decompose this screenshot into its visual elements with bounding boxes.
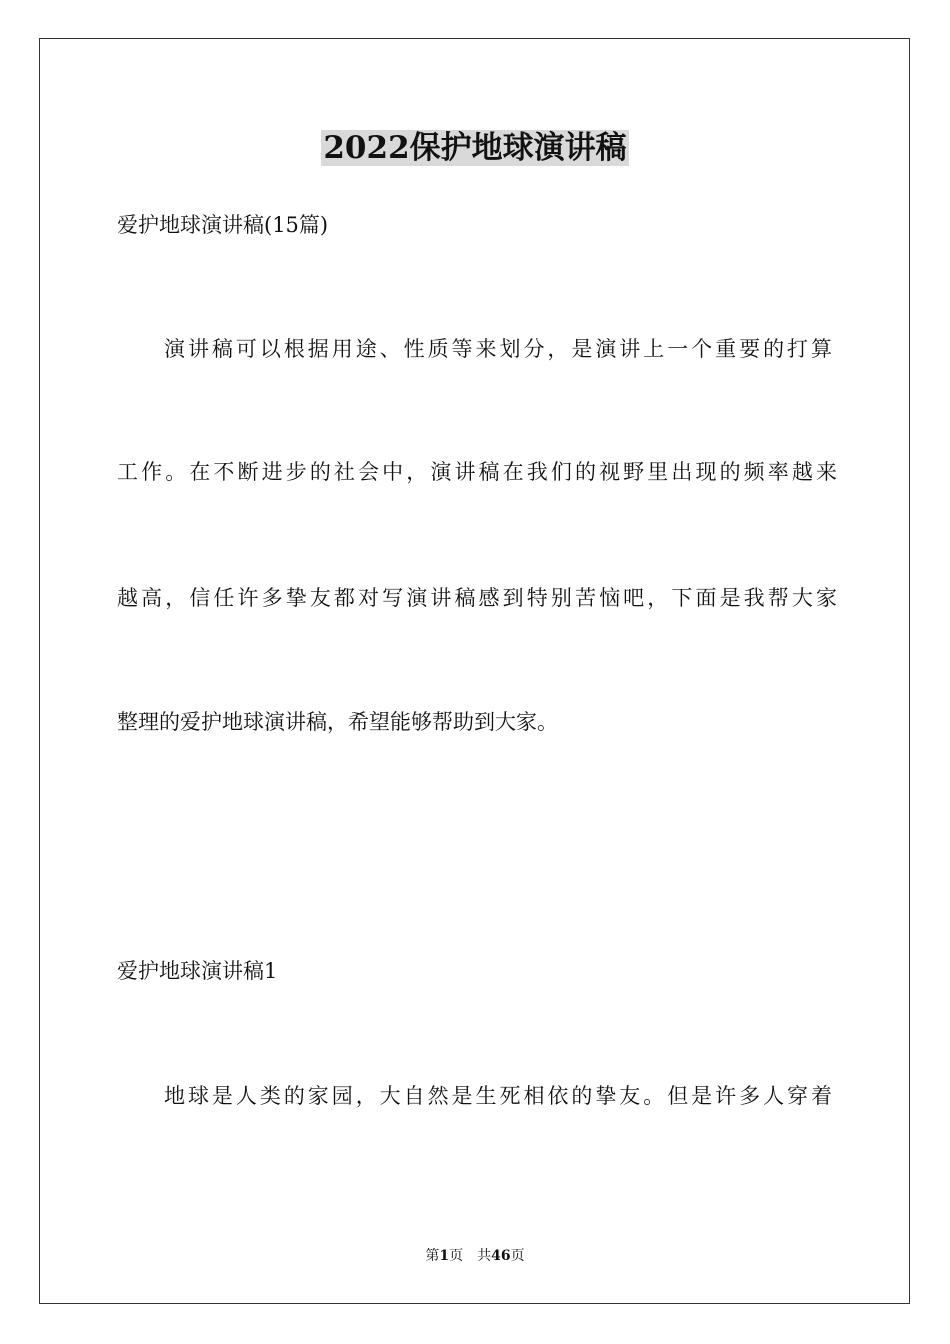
section-line: 地球是人类的家园，大自然是生死相依的挚友。但是许多人穿着 bbox=[164, 1084, 832, 1108]
footer-page-prefix: 第 bbox=[425, 1248, 440, 1264]
intro-line: 整理的爱护地球演讲稿，希望能够帮助到大家。 bbox=[117, 710, 558, 734]
document-subtitle: 爱护地球演讲稿(15篇) bbox=[117, 213, 329, 237]
document-title-text: 2022保护地球演讲稿 bbox=[323, 130, 627, 166]
intro-line: 工作。在不断进步的社会中，演讲稿在我们的视野里出现的频率越来 bbox=[117, 460, 837, 484]
intro-line: 越高，信任许多挚友都对写演讲稿感到特别苦恼吧，下面是我帮大家 bbox=[117, 586, 837, 610]
footer-total-prefix: 共 bbox=[477, 1248, 492, 1264]
page-footer bbox=[0, 1246, 950, 1266]
footer-total-suffix: 页 bbox=[510, 1248, 525, 1264]
footer-total-pages: 46 bbox=[491, 1248, 511, 1264]
document-title bbox=[0, 128, 950, 168]
intro-line: 演讲稿可以根据用途、性质等来划分，是演讲上一个重要的打算 bbox=[164, 337, 832, 361]
section-heading: 爱护地球演讲稿1 bbox=[117, 959, 278, 983]
footer-page-number: 1 bbox=[439, 1248, 450, 1264]
footer-page-suffix: 页 bbox=[449, 1248, 464, 1264]
